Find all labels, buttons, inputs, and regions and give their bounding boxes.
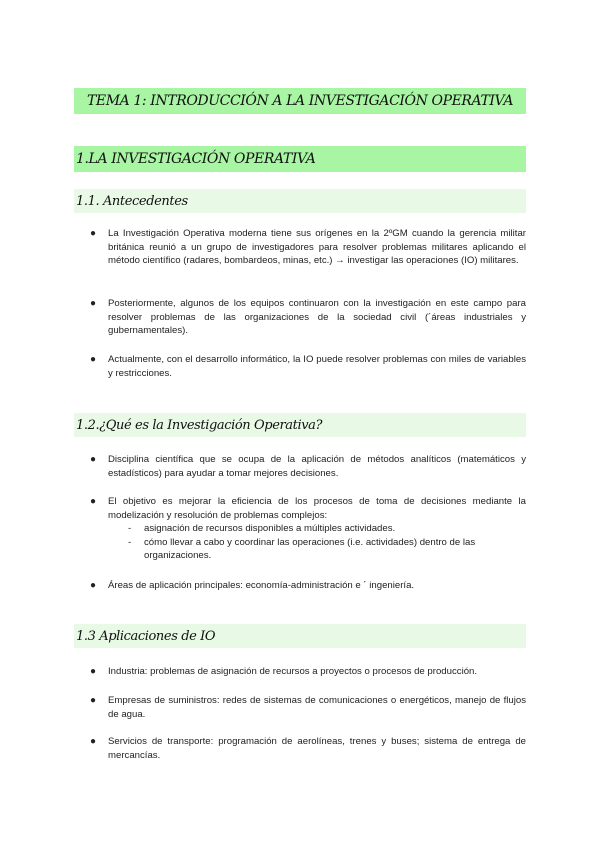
subsection-heading-1-3 [74,624,526,648]
objetivo-sublist [108,522,526,563]
bullet-icon: ● [90,354,97,365]
section-heading-1-text: 1.LA INVESTIGACIÓN OPERATIVA [76,151,316,167]
subsection-heading-1-1 [74,189,526,213]
bullet-icon: ● [90,228,97,239]
subsection-heading-1-2 [74,413,526,437]
bullet-icon: ● [90,454,97,465]
list-item: ● Empresas de suministros: redes de sistemas de comunicaciones o energéticos, manejo de flujos de agua. [90,695,526,720]
sublist-item: - cómo llevar a cabo y coordinar las operaciones (i.e. actividades) dentro de las organizaciones. [128,536,476,562]
section-heading-1 [74,146,526,172]
bullet-icon: ● [90,666,97,677]
document-title-text: TEMA 1: INTRODUCCIÓN A LA INVESTIGACIÓN OPERATIVA [86,93,514,109]
list-item: ● Posteriormente, algunos de los equipos continuaron con la investigación en este campo para resolver problemas de las organizaciones de la sociedad civil (´áreas industriales y gubernamentales). [90,298,526,337]
dash-icon: - [128,536,132,548]
bullet-icon: ● [90,580,97,591]
subsection-heading-1-2-text: 1.2.¿Qué es la Investigación Operativa? [76,417,323,433]
list-item: ● Servicios de transporte: programación de aerolíneas, trenes y buses; sistema de entrega de mercancías. [90,736,526,761]
list-item: ● Industria: problemas de asignación de recursos a proyectos o procesos de producción. [90,666,478,677]
sublist-item: - asignación de recursos disponibles a múltiples actividades. [128,523,396,535]
subsection-heading-1-1-text: 1.1. Antecedentes [76,193,188,209]
dash-icon: - [128,523,132,535]
list-item: ● Disciplina científica que se ocupa de la aplicación de métodos analíticos (matemáticos y estadísticos) para ayudar a tomar mejores decisiones. [90,454,526,479]
document-title [74,88,526,114]
list-item: ● Actualmente, con el desarrollo informático, la IO puede resolver problemas con miles de variables y restricciones. [90,354,526,379]
bullet-icon: ● [90,736,97,747]
list-item: ● El objetivo es mejorar la eficiencia de los procesos de toma de decisiones mediante la modelización y resolución de problemas complejos: - asignación de recursos disponibles a múltiples actividades. - cómo llevar a cabo y coordinar las operaciones (i.e. actividades) dentro de las organizaciones. [90,496,526,562]
bullet-icon: ● [90,695,97,706]
subsection-heading-1-3-text: 1.3 Aplicaciones de IO [76,628,216,644]
bullet-icon: ● [90,298,97,309]
list-item: ● Áreas de aplicación principales: economía-administración e ´ ingeniería. [90,580,415,591]
list-item: ● La Investigación Operativa moderna tiene sus orígenes en la 2ºGM cuando la gerencia militar británica reunió a un grupo de investigadores para resolver problemas militares aplicando el método científico (radares, bombardeos, minas, etc.) → investigar las operaciones (IO) militares. [90,228,526,267]
bullet-icon: ● [90,496,97,507]
